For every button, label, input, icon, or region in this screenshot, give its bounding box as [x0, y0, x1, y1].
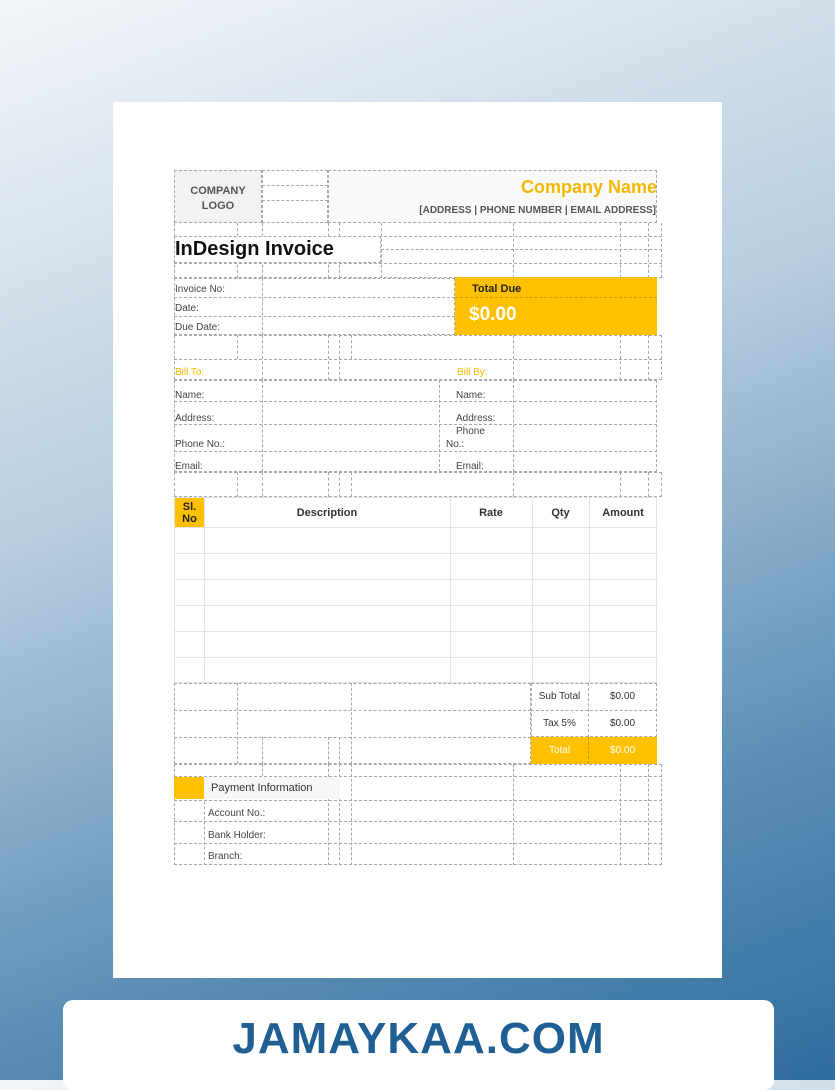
table-row [175, 605, 658, 606]
tax-value: $0.00 [609, 718, 636, 729]
logo-line-1: COMPANY [190, 185, 246, 197]
bill-by-address-label: Address: [456, 413, 496, 424]
subtotal-value: $0.00 [609, 691, 636, 702]
total-due-label: Total Due [472, 283, 522, 295]
table-row [175, 553, 658, 554]
subtotal-label: Sub Total [538, 691, 581, 702]
table-row [175, 527, 658, 528]
invoice-no-label: Invoice No: [175, 284, 226, 295]
date-label: Date: [175, 303, 199, 314]
amount-header: Amount [602, 506, 644, 519]
sl-no-header [175, 498, 204, 527]
invoice-title: InDesign Invoice [175, 238, 334, 260]
bill-to-heading: Bill To: [175, 367, 205, 378]
company-logo [174, 170, 262, 223]
total-due-value: $0.00 [469, 304, 517, 325]
bill-to-phone-label: Phone No.: [175, 439, 226, 450]
branch-label: Branch: [208, 851, 243, 862]
payment-heading: Payment Information [211, 782, 313, 794]
sl-header-line-1: Sl. [182, 501, 197, 513]
bill-by-heading: Bill By: [457, 367, 488, 378]
table-row [175, 631, 658, 632]
header-gap-cell [262, 170, 328, 223]
sl-header-line-2: No [182, 513, 197, 525]
bank-holder-label: Bank Holder: [208, 830, 266, 841]
items-table [174, 497, 657, 683]
qty-header: Qty [551, 506, 570, 519]
watermark-banner [63, 1000, 774, 1090]
table-row [175, 579, 658, 580]
bill-to-address-label: Address: [175, 413, 215, 424]
due-date-label: Due Date: [175, 322, 221, 333]
bill-to-email-label: Email: [175, 461, 203, 472]
company-contact: [ADDRESS | PHONE NUMBER | EMAIL ADDRESS] [419, 205, 656, 216]
account-no-label: Account No.: [208, 808, 266, 819]
bill-to-name-label: Name: [175, 390, 205, 401]
grand-total-label: Total [548, 745, 571, 756]
grand-total-value: $0.00 [609, 745, 636, 756]
bill-by-phone-label-2: No.: [446, 439, 465, 450]
company-name: Company Name [520, 177, 657, 197]
bill-by-email-label: Email: [456, 461, 484, 472]
watermark-brand: JAMAYKAA.COM [232, 1014, 605, 1063]
bill-by-phone-label-1: Phone [456, 426, 485, 437]
bill-by-name-label: Name: [456, 390, 486, 401]
rate-header: Rate [479, 506, 503, 519]
invoice-template [174, 170, 662, 865]
payment-marker [174, 777, 204, 799]
logo-line-2: LOGO [201, 200, 235, 212]
description-header: Description [296, 506, 358, 519]
table-row [175, 657, 658, 658]
tax-label: Tax 5% [543, 718, 576, 729]
